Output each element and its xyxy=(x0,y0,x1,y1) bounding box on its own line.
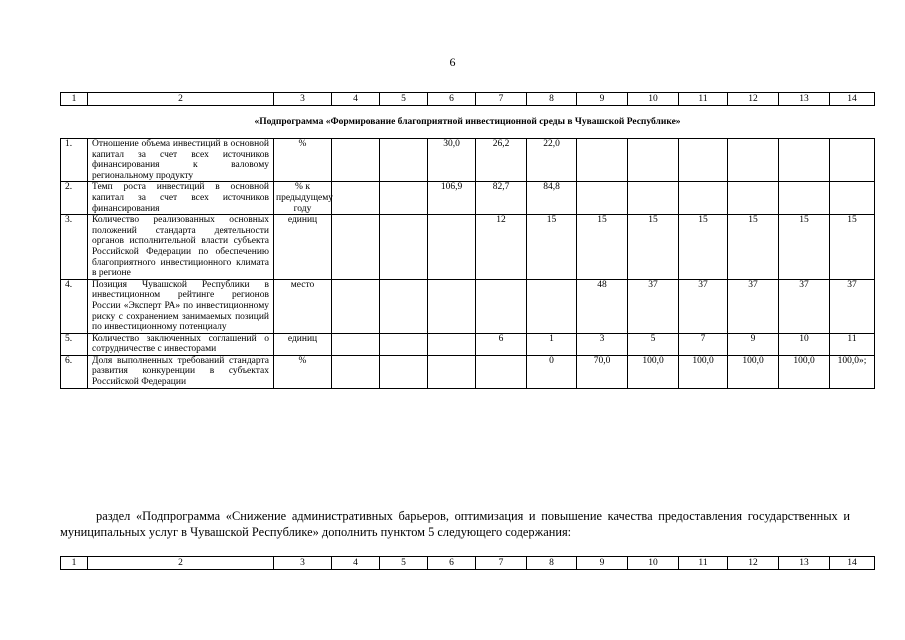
value-cell: 7 xyxy=(679,333,728,355)
value-cell xyxy=(679,182,728,215)
column-number-cell: 9 xyxy=(577,557,628,570)
value-cell: 9 xyxy=(728,333,779,355)
indicator-name: Количество реализованных основных положений стандарта деятельности органов исполнительной власти субъекта Российской Федерации по обеспечению благоприятного инвестиционного климата в регионе xyxy=(88,215,274,280)
value-cell: 15 xyxy=(527,215,577,280)
column-number-cell: 3 xyxy=(274,93,332,106)
value-cell xyxy=(779,139,830,182)
table-row xyxy=(61,279,875,333)
value-cell: 100,0 xyxy=(728,355,779,388)
indicator-name: Темп роста инвестиций в основной капитал за счет всех источников финансирования xyxy=(88,182,274,215)
value-cell: 22,0 xyxy=(527,139,577,182)
value-cell: 30,0 xyxy=(428,139,476,182)
value-cell xyxy=(577,182,628,215)
value-cell xyxy=(380,279,428,333)
indicator-name: Количество заключенных соглашений о сотрудничестве с инвесторами xyxy=(88,333,274,355)
value-cell xyxy=(779,182,830,215)
column-number-cell: 3 xyxy=(274,557,332,570)
value-cell: 15 xyxy=(628,215,679,280)
unit-of-measure: единиц xyxy=(274,215,332,280)
value-cell xyxy=(332,355,380,388)
column-number-cell: 2 xyxy=(88,557,274,570)
value-cell: 84,8 xyxy=(527,182,577,215)
indicator-name: Доля выполненных требований стандарта развития конкуренции в субъектах Российской Федерации xyxy=(88,355,274,388)
column-number-cell: 1 xyxy=(61,557,88,570)
column-number-cell: 13 xyxy=(779,557,830,570)
column-number-cell: 4 xyxy=(332,557,380,570)
table-row xyxy=(61,139,875,182)
value-cell: 82,7 xyxy=(476,182,527,215)
column-number-cell: 7 xyxy=(476,93,527,106)
column-number-cell: 6 xyxy=(428,557,476,570)
value-cell xyxy=(332,182,380,215)
column-number-cell: 5 xyxy=(380,93,428,106)
value-cell xyxy=(380,215,428,280)
page-number: 6 xyxy=(449,55,456,69)
value-cell xyxy=(332,333,380,355)
section-title-row xyxy=(61,106,875,139)
value-cell xyxy=(428,279,476,333)
value-cell xyxy=(728,139,779,182)
row-number: 3. xyxy=(61,215,88,280)
value-cell: 37 xyxy=(728,279,779,333)
column-number-cell: 12 xyxy=(728,557,779,570)
value-cell: 12 xyxy=(476,215,527,280)
column-number-cell: 10 xyxy=(628,557,679,570)
row-number: 5. xyxy=(61,333,88,355)
value-cell xyxy=(476,355,527,388)
value-cell xyxy=(728,182,779,215)
value-cell xyxy=(830,139,875,182)
value-cell: 70,0 xyxy=(577,355,628,388)
indicators-table xyxy=(60,92,875,389)
value-cell: 15 xyxy=(679,215,728,280)
column-number-cell: 14 xyxy=(830,557,875,570)
table-row xyxy=(61,333,875,355)
value-cell: 37 xyxy=(679,279,728,333)
table-row xyxy=(61,182,875,215)
column-number-cell: 11 xyxy=(679,93,728,106)
value-cell: 1 xyxy=(527,333,577,355)
value-cell xyxy=(380,355,428,388)
value-cell xyxy=(628,139,679,182)
section-title: «Подпрограмма «Формирование благоприятной инвестиционной среды в Чувашской Республике» xyxy=(61,106,875,139)
unit-of-measure: единиц xyxy=(274,333,332,355)
column-number-row xyxy=(61,557,875,570)
value-cell xyxy=(527,279,577,333)
value-cell: 26,2 xyxy=(476,139,527,182)
value-cell: 11 xyxy=(830,333,875,355)
table-row xyxy=(61,355,875,388)
value-cell: 0 xyxy=(527,355,577,388)
value-cell: 106,9 xyxy=(428,182,476,215)
column-number-cell: 7 xyxy=(476,557,527,570)
value-cell: 5 xyxy=(628,333,679,355)
value-cell: 100,0»; xyxy=(830,355,875,388)
amendment-paragraph: раздел «Подпрограмма «Снижение административных барьеров, оптимизация и повышение качества предоставления государственных и муниципальных услуг в Чувашской Республике» дополнить пунктом 5 следующего содержания: xyxy=(60,509,850,539)
value-cell xyxy=(428,215,476,280)
value-cell: 100,0 xyxy=(628,355,679,388)
header-table xyxy=(60,556,875,570)
column-number-cell: 10 xyxy=(628,93,679,106)
column-number-cell: 8 xyxy=(527,557,577,570)
value-cell: 15 xyxy=(830,215,875,280)
column-number-cell: 2 xyxy=(88,93,274,106)
value-cell: 10 xyxy=(779,333,830,355)
unit-of-measure: % к предыдущему году xyxy=(274,182,332,215)
value-cell xyxy=(332,279,380,333)
unit-of-measure: % xyxy=(274,139,332,182)
value-cell xyxy=(380,333,428,355)
value-cell xyxy=(476,279,527,333)
value-cell xyxy=(628,182,679,215)
value-cell: 37 xyxy=(830,279,875,333)
row-number: 4. xyxy=(61,279,88,333)
indicator-name: Отношение объема инвестиций в основной капитал за счет всех источников финансирования к валовому региональному продукту xyxy=(88,139,274,182)
value-cell: 15 xyxy=(728,215,779,280)
value-cell: 15 xyxy=(577,215,628,280)
column-number-cell: 5 xyxy=(380,557,428,570)
value-cell: 6 xyxy=(476,333,527,355)
value-cell xyxy=(577,139,628,182)
column-number-cell: 12 xyxy=(728,93,779,106)
row-number: 1. xyxy=(61,139,88,182)
column-number-row xyxy=(61,93,875,106)
value-cell xyxy=(380,182,428,215)
row-number: 6. xyxy=(61,355,88,388)
value-cell: 37 xyxy=(779,279,830,333)
column-number-cell: 11 xyxy=(679,557,728,570)
value-cell xyxy=(380,139,428,182)
column-number-cell: 9 xyxy=(577,93,628,106)
value-cell: 3 xyxy=(577,333,628,355)
column-number-cell: 4 xyxy=(332,93,380,106)
unit-of-measure: % xyxy=(274,355,332,388)
column-number-cell: 1 xyxy=(61,93,88,106)
row-number: 2. xyxy=(61,182,88,215)
value-cell xyxy=(428,355,476,388)
value-cell: 100,0 xyxy=(679,355,728,388)
indicator-name: Позиция Чувашской Республики в инвестиционном рейтинге регионов России «Эксперт РА» по инвестиционному риску с сохранением занимаемых позиций по инвестиционному потенциалу xyxy=(88,279,274,333)
column-number-cell: 6 xyxy=(428,93,476,106)
value-cell: 15 xyxy=(779,215,830,280)
value-cell: 48 xyxy=(577,279,628,333)
unit-of-measure: место xyxy=(274,279,332,333)
value-cell xyxy=(332,139,380,182)
value-cell xyxy=(332,215,380,280)
table-row xyxy=(61,215,875,280)
value-cell xyxy=(428,333,476,355)
value-cell: 37 xyxy=(628,279,679,333)
value-cell xyxy=(679,139,728,182)
column-number-cell: 14 xyxy=(830,93,875,106)
column-number-cell: 8 xyxy=(527,93,577,106)
column-number-cell: 13 xyxy=(779,93,830,106)
value-cell: 100,0 xyxy=(779,355,830,388)
value-cell xyxy=(830,182,875,215)
